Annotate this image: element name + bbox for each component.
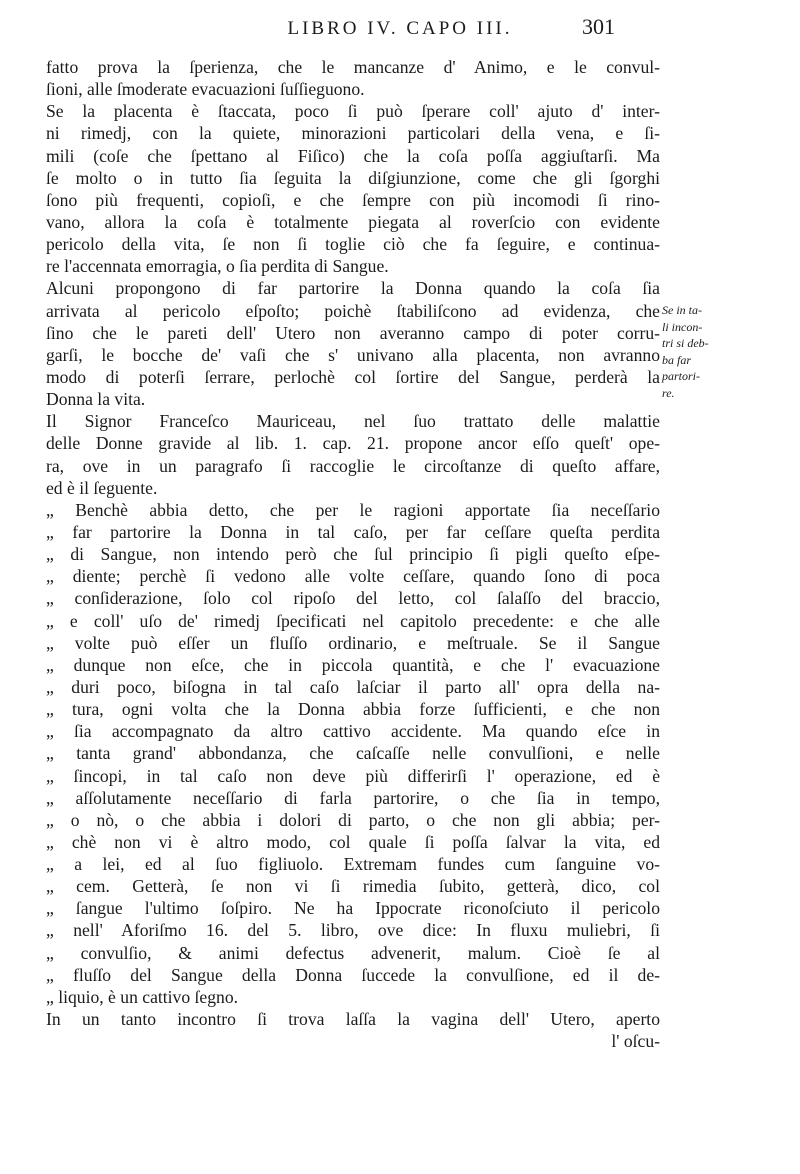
text-line: ſe molto o in tutto ſia ſeguita la diſgiunzione, come che gli ſgorghi	[46, 167, 660, 188]
text-line: fatto prova la ſperienza, che le mancanze d' Animo, e le convul-	[46, 57, 660, 77]
text-line: In un tanto incontro ſi trova laſſa la vagina dell' Utero, aperto	[46, 1009, 660, 1030]
text-line: „ tanta grand' abbondanza, che caſcaſſe nelle convulſioni, e nelle	[46, 743, 660, 764]
text-line: Donna la vita.	[46, 389, 146, 410]
text-line: „ ſangue l'ultimo ſoſpiro. Ne ha Ippocrate riconoſciuto il pericolo	[46, 898, 660, 919]
text-line: „ aſſolutamente neceſſario di farla partorire, o che ſia in tempo,	[46, 787, 660, 808]
margin-note-line: partori-	[662, 369, 701, 383]
text-line: „ volte può eſſer un fluſſo ordinario, e meſtruale. Se il Sangue	[46, 632, 660, 653]
text-line: Alcuni propongono di far partorire la Donna quando la coſa ſia	[46, 278, 660, 299]
text-line: „ ſia accompagnato da altro cattivo accidente. Ma quando eſce in	[46, 721, 660, 742]
text-line: „ tura, ogni volta che la Donna abbia forze ſufficienti, e che non	[46, 699, 660, 720]
margin-note	[662, 302, 724, 401]
text-line: „ conſiderazione, ſolo col ripoſo del letto, col ſalaſſo del braccio,	[46, 588, 660, 609]
text-line: ni rimedj, con la quiete, minorazioni particolari della vena, e ſi-	[46, 123, 660, 144]
text-line: „ liquio, è un cattivo ſegno.	[46, 986, 239, 1007]
text-line: ſino che le pareti dell' Utero non averanno campo di poter corru-	[46, 322, 660, 343]
text-line: l' oſcu-	[611, 1031, 660, 1052]
text-line: „ far partorire la Donna in tal caſo, per far ceſſare queſta perdita	[46, 521, 660, 542]
running-title: LIBRO IV. CAPO III.	[287, 18, 513, 39]
text-line: „ fluſſo del Sangue della Donna ſuccede la convulſione, ed il de-	[46, 964, 660, 985]
margin-note-line: ba far	[662, 352, 692, 367]
text-line: „ dunque non eſce, che in piccola quantità, e che l' evacuazione	[46, 654, 660, 675]
text-line: ſioni, alle ſmoderate evacuazioni ſuſſieguono.	[46, 79, 365, 100]
text-line: „ nell' Aforiſmo 16. del 5. libro, ove dice: In fluxu muliebri, ſi	[46, 920, 660, 941]
text-line: delle Donne gravide al lib. 1. cap. 21. propone ancor eſſo queſt' ope-	[46, 433, 660, 454]
text-line: arrivata al pericolo eſpoſto; poichè ſtabiliſcono ad evidenza, che	[46, 300, 660, 321]
text-line: ſono più frequenti, copioſi, e che ſempre con più incomodi ſi rino-	[46, 189, 660, 210]
text-line: ra, ove in un paragrafo ſi raccoglie le circoſtanze di queſto affare,	[46, 455, 660, 476]
text-line: „ chè non vi è altro modo, col quale ſi poſſa ſalvar la vita, ed	[46, 831, 660, 852]
page-number: 301	[582, 14, 615, 39]
text-line: re l'accennata emorragia, o ſia perdita di Sangue.	[46, 256, 389, 277]
text-line: „ cem. Getterà, ſe non vi ſi rimedia ſubito, getterà, dico, col	[46, 876, 660, 897]
text-line: ed è il ſeguente.	[46, 477, 158, 498]
text-line: mili (coſe che ſpettano al Fiſico) che la coſa poſſa aggiuſtarſi. Ma	[46, 145, 660, 166]
margin-note-line: Se in ta-	[662, 303, 702, 317]
text-line: vano, allora la coſa è totalmente piegata al roverſcio con evidente	[46, 211, 660, 232]
text-line: „ convulſio, & animi defectus advenerit, malum. Cioè ſe al	[46, 942, 660, 963]
text-line: „ o nò, o che abbia i dolori di parto, o che non gli abbia; per-	[46, 809, 660, 830]
text-line: „ diente; perchè ſi vedono alle volte ceſſare, quando ſono di poca	[46, 566, 660, 587]
text-line: Se la placenta è ſtaccata, poco ſi può ſperare coll' ajuto d' inter-	[46, 101, 660, 122]
text-line: „ ſincopi, in tal caſo non deve più differirſi l' operazione, ed è	[46, 765, 660, 786]
margin-note-line: tri si deb-	[662, 336, 709, 350]
text-line: „ duri poco, biſogna in tal caſo laſciar il parto all' opra della na-	[46, 676, 660, 697]
text-line: „ e coll' uſo de' rimedj ſpecificati nel capitolo precedente: e che alle	[46, 610, 660, 631]
text-line: „ Benchè abbia detto, che per le ragioni apportate ſia neceſſario	[46, 499, 660, 520]
text-line: garſi, le bocche de' vaſi che s' univano alla placenta, non avranno	[46, 344, 660, 365]
text-line: Il Signor Franceſco Mauriceau, nel ſuo trattato delle malattie	[46, 411, 660, 432]
margin-note-line: re.	[662, 385, 675, 400]
text-line: „ a lei, ed al ſuo figliuolo. Extremam fundes cum ſanguine vo-	[46, 854, 660, 875]
margin-note-line: li incon-	[662, 319, 703, 334]
text-line: „ di Sangue, non intendo però che ſul principio ſi pigli queſto eſpe-	[46, 544, 660, 565]
body-text	[46, 56, 660, 1052]
text-line: modo di poterſi ſerrare, perlochè col ſortire del Sangue, perderà la	[46, 366, 660, 387]
text-line: pericolo della vita, ſe non ſi toglie ciò che fa ſeguire, e continua-	[46, 234, 660, 255]
